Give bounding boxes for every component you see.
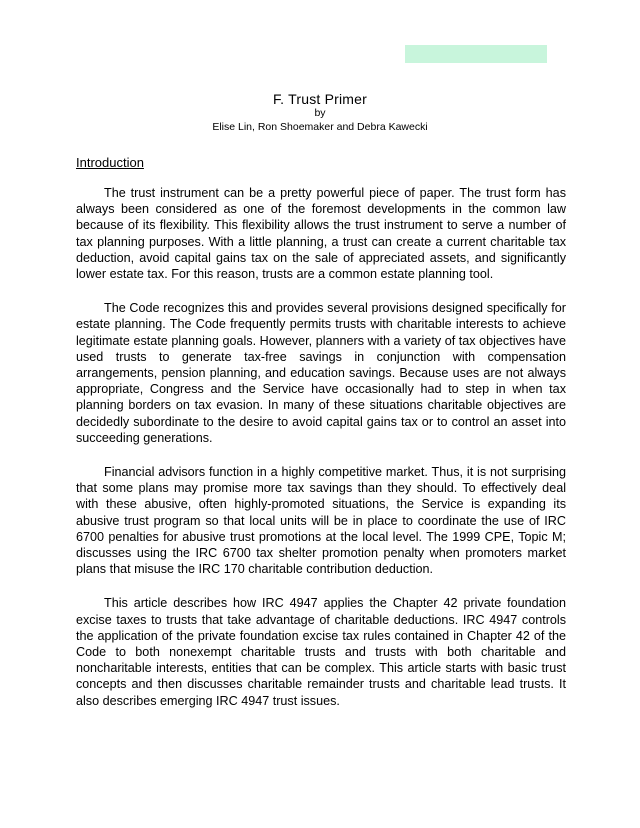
paragraph-1: The trust instrument can be a pretty powerful piece of paper. The trust form has always been considered as one of the foremost developments in the common law because of its flexibility. This flexibility allows the trust instrument to serve a number of tax planning purposes. With a little planning, a trust can create a current charitable tax deduction, avoid capital gains tax on the sale of appreciated assets, and significantly lower estate tax. For this reason, trusts are a common estate planning tool. bbox=[76, 186, 566, 282]
document-title: F. Trust Primer bbox=[272, 91, 367, 107]
paragraph-2: The Code recognizes this and provides several provisions designed specifically for estate planning. The Code frequently permits trusts with charitable interests to achieve legitimate estate planning goals. However, planners with a variety of tax objectives have used trusts to generate tax-free savings in conjunction with compensation arrangements, pension planning, and education savings. Because uses are not always appropriate, Congress and the Service have occasionally had to step in when tax planning borders on tax evasion. In many of these situations charitable objectives are decidedly subordinate to the desire to avoid capital gains tax or to control an asset into succeeding generations. bbox=[76, 301, 566, 445]
paragraph-4: This article describes how IRC 4947 applies the Chapter 42 private foundation excise taxes to trusts that take advantage of charitable deductions. IRC 4947 controls the application of the private foundation excise tax rules contained in Chapter 42 of the Code to both nonexempt charitable trusts and trusts with both charitable and noncharitable interests, entities that can be complex. This article starts with basic trust concepts and then discusses charitable remainder trusts and charitable lead trusts. It also describes emerging IRC 4947 trust issues. bbox=[76, 596, 566, 708]
byline: by bbox=[314, 107, 326, 119]
body-text bbox=[76, 185, 566, 727]
paragraph-3: Financial advisors function in a highly competitive market. Thus, it is not surprising that some plans may promise more tax savings than they should. To effectively deal with these abusive, often highly-promoted situations, the Service is expanding its abusive trust program so that local units will be in place to coordinate the use of IRC 6700 penalties for abusive trust promotions at the local level. The 1999 CPE, Topic M; discusses using the IRC 6700 tax shelter promotion penalty when promoters market plans that misuse the IRC 170 charitable contribution deduction. bbox=[76, 465, 566, 577]
highlight-box bbox=[405, 45, 547, 63]
authors: Elise Lin, Ron Shoemaker and Debra Kawecki bbox=[212, 121, 428, 133]
section-heading-introduction: Introduction bbox=[76, 155, 144, 170]
